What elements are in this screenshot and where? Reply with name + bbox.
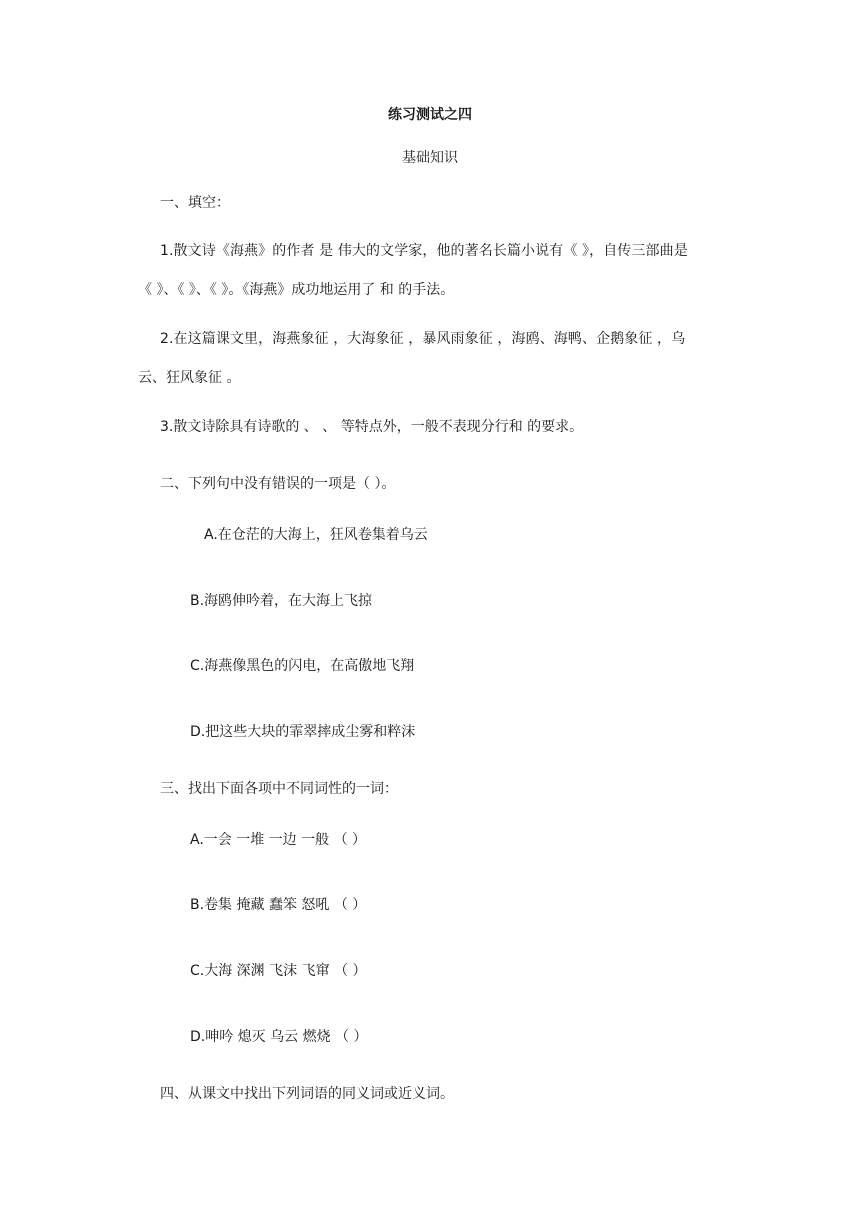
choice-d: D.把这些大块的霏翠摔成尘雾和粹沫 xyxy=(190,724,416,740)
choice-a: A.在仓茫的大海上，狂风卷集着乌云 xyxy=(204,527,428,543)
word-group-b: B.卷集 掩藏 蠢笨 怒吼 （ ） xyxy=(190,897,367,913)
section-heading-synonyms: 四、从课文中找出下列词语的同义词或近义词。 xyxy=(160,1086,454,1102)
question-3-line-1: 3.散文诗除具有诗歌的 、 、 等特点外，一般不表现分行和 的要求。 xyxy=(160,419,584,435)
choice-c: C.海燕像黑色的闪电，在高傲地飞翔 xyxy=(190,658,415,674)
question-2-line-2: 云、狂风象征 。 xyxy=(138,370,241,386)
page-subtitle: 基础知识 xyxy=(402,150,458,166)
section-heading-choose: 二、下列句中没有错误的一项是（ ）。 xyxy=(160,476,396,492)
word-group-d: D.呻吟 熄灭 乌云 燃烧 （ ） xyxy=(190,1029,368,1045)
question-2-line-1: 2.在这篇课文里，海燕象征 ，大海象征 ，暴风雨象征 ，海鸥、海鸭、企鹅象征 ，乌 xyxy=(160,331,686,347)
word-group-c: C.大海 深渊 飞沫 飞窜 （ ） xyxy=(190,963,367,979)
page-title: 练习测试之四 xyxy=(388,107,472,123)
section-heading-part-of-speech: 三、找出下面各项中不同词性的一词： xyxy=(160,781,398,797)
section-heading-fill-blank: 一、填空： xyxy=(160,195,230,211)
question-1-line-2: 《 》、《 》、《 》。《海燕》成功地运用了 和 的手法。 xyxy=(138,282,455,298)
choice-b: B.海鸥伸吟着，在大海上飞掠 xyxy=(190,593,373,609)
question-1-line-1: 1.散文诗《海燕》的作者 是 伟大的文学家，他的著名长篇小说有《 》，自传三部曲是 xyxy=(160,243,688,259)
word-group-a: A.一会 一堆 一边 一般 （ ） xyxy=(190,832,367,848)
